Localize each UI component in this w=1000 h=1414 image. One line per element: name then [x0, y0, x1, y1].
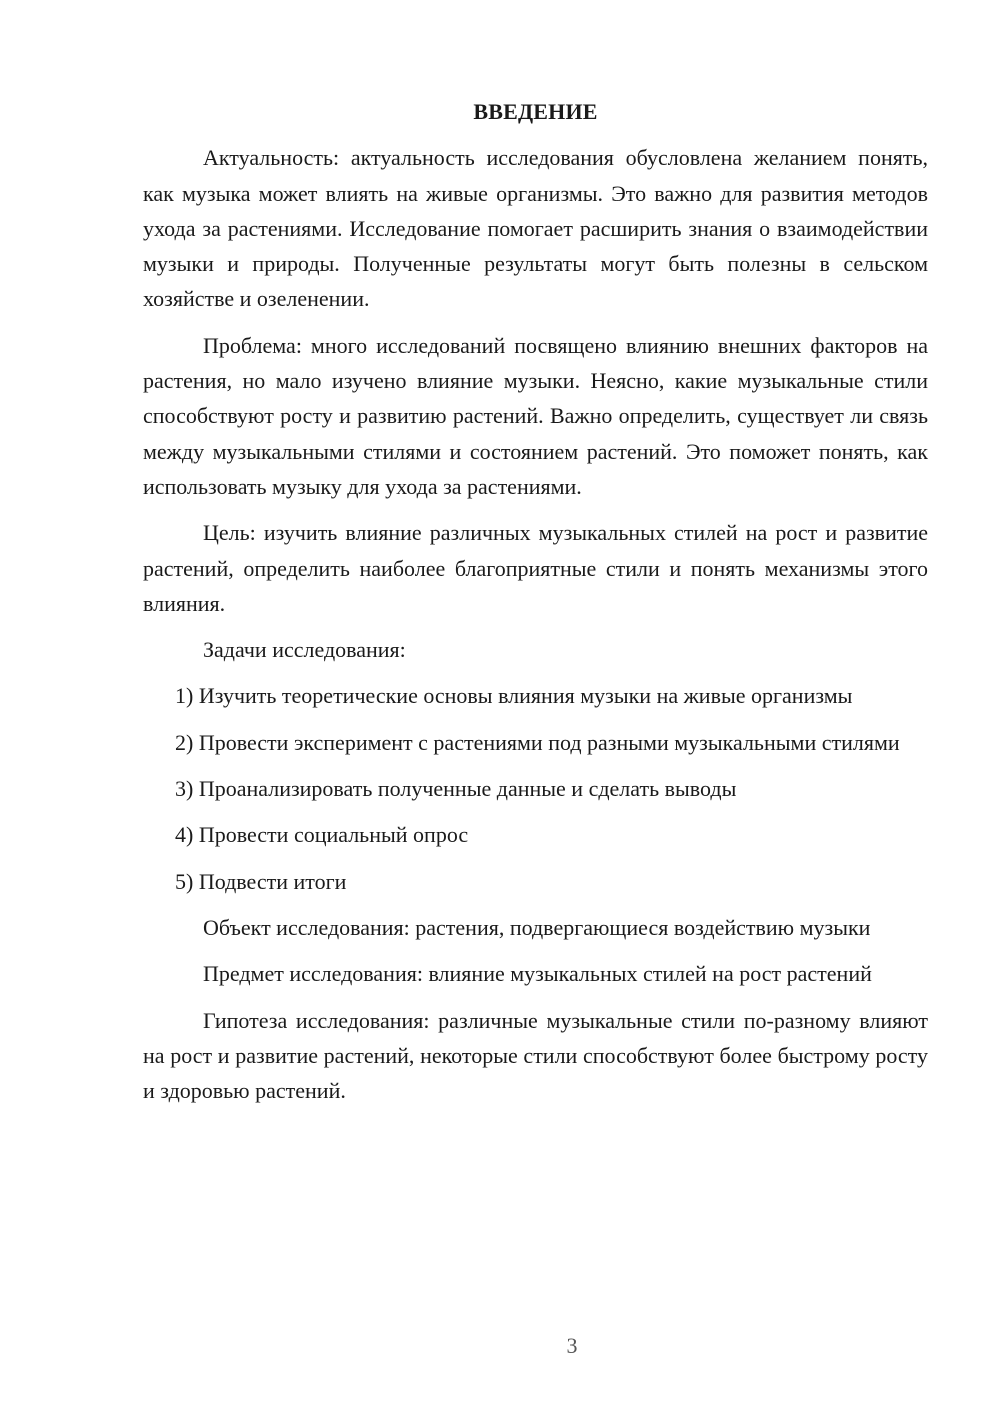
paragraph-goal: Цель: изучить влияние различных музыкальных стилей на рост и развитие растений, определить наиболее благоприятные стили и понять механизмы этого влияния. [143, 520, 928, 616]
paragraph-problem: Проблема: много исследований посвящено влиянию внешних факторов на растения, но мало изучено влияние музыки. Неясно, какие музыкальные стили способствуют росту и развитию растений. Важно определить, существует ли связь между музыкальными стилями и состоянием растений. Это поможет понять, как использовать музыку для ухода за растениями. [143, 332, 928, 499]
task-item-4: 4) Провести социальный опрос [175, 822, 469, 848]
section-title: ВВЕДЕНИЕ [473, 99, 598, 124]
paragraph-subject: Предмет исследования: влияние музыкальных стилей на рост растений [203, 961, 872, 987]
task-item-3: 3) Проанализировать полученные данные и сделать выводы [175, 776, 737, 802]
task-item-1: 1) Изучить теоретические основы влияния музыки на живые организмы [175, 683, 853, 709]
task-item-2: 2) Провести эксперимент с растениями под разными музыкальными стилями [175, 729, 900, 755]
paragraph-relevance: Актуальность: актуальность исследования обусловлена желанием понять, как музыка может влиять на живые организмы. Это важно для развития методов ухода за растениями. Исследование помогает расширить знания о взаимодействии музыки и природы. Полученные результаты могут быть полезны в сельском хозяйстве и озеленении. [143, 145, 928, 312]
page-number: 3 [566, 1333, 578, 1358]
tasks-heading: Задачи исследования: [203, 637, 406, 663]
task-item-5: 5) Подвести итоги [175, 868, 347, 894]
paragraph-hypothesis: Гипотеза исследования: различные музыкальные стили по-разному влияют на рост и развитие растений, некоторые стили способствуют более быстрому росту и здоровью растений. [143, 1007, 928, 1104]
page-content [143, 94, 928, 1119]
paragraph-object: Объект исследования: растения, подвергающиеся воздействию музыки [203, 914, 871, 940]
